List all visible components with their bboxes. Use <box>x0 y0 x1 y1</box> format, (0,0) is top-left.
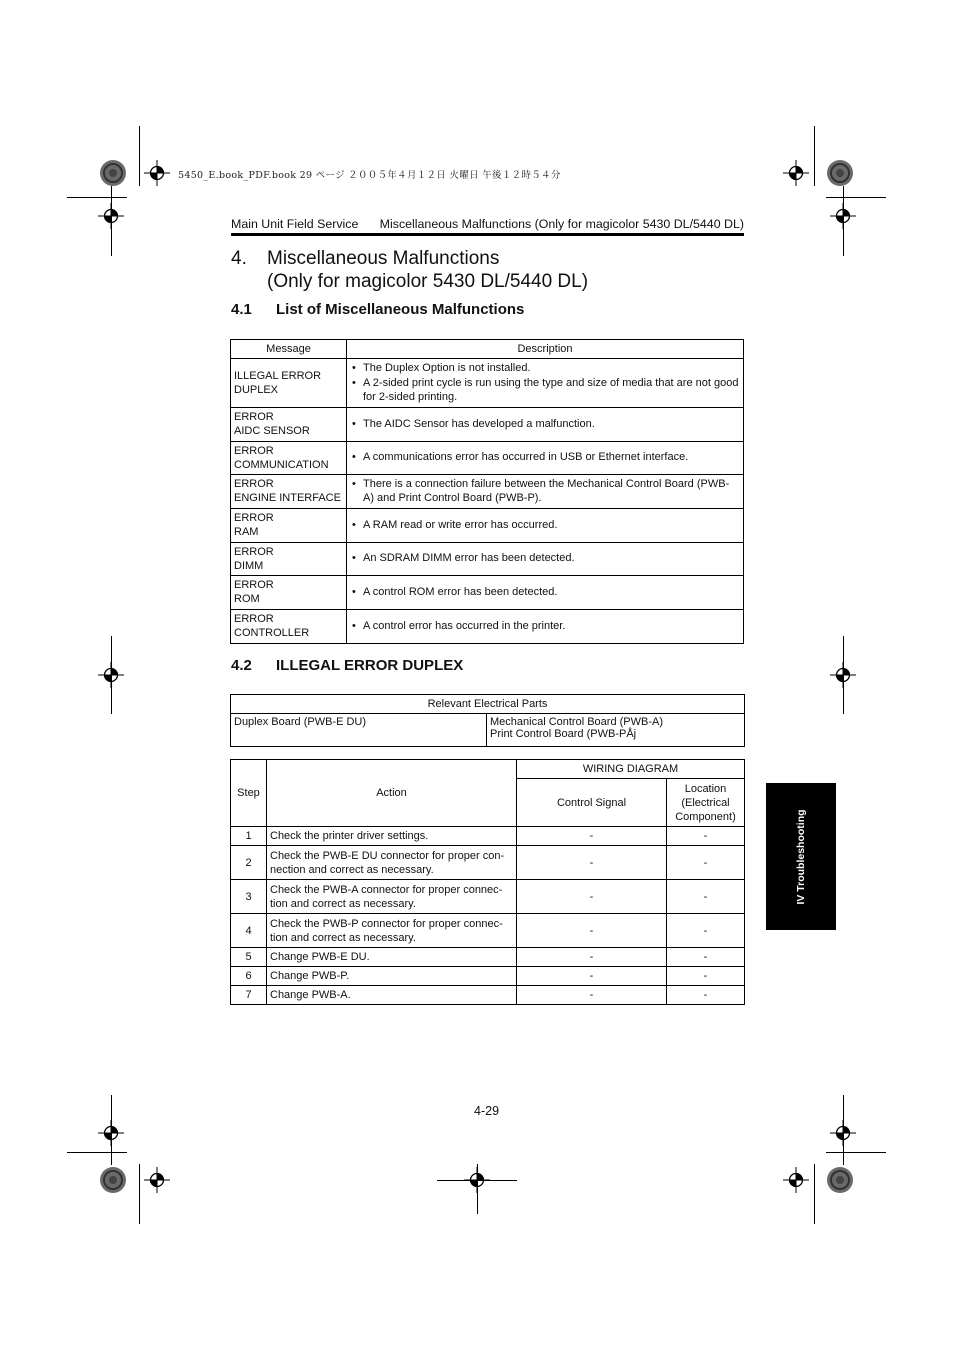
section-number: 4.1 <box>231 301 252 318</box>
registration-mark-icon <box>830 1120 856 1146</box>
column-header: Description <box>347 340 744 359</box>
section-title: ILLEGAL ERROR DUPLEX <box>276 657 464 674</box>
section-number: 4.2 <box>231 657 252 674</box>
malfunction-table <box>230 339 744 644</box>
running-header-left: Main Unit Field Service <box>231 217 359 231</box>
section-heading-4-2 <box>231 657 463 674</box>
chapter-title-line1: Miscellaneous Malfunctions <box>267 248 500 269</box>
side-tab-label: IV Troubleshooting <box>795 808 807 905</box>
table-row: 3 Check the PWB-A connector for proper connec-tion and correct as necessary. - - <box>231 880 745 914</box>
print-stamp: 5450_E.book_PDF.book 29 ページ ２００５年４月１２日 火曜日 午後１２時５４分 <box>178 170 561 181</box>
table-row: 1 Check the printer driver settings. - - <box>231 827 745 846</box>
registration-mark-icon <box>144 160 170 186</box>
column-header: Action <box>267 760 517 827</box>
table-row: ERROR COMMUNICATION • A communications error has occurred in USB or Ethernet interface. <box>231 441 744 474</box>
chapter-title-line2: (Only for magicolor 5430 DL/5440 DL) <box>267 271 589 292</box>
parts-cell: Duplex Board (PWB-E DU) <box>231 714 487 747</box>
registration-mark-icon <box>98 1120 124 1146</box>
table-row: 4 Check the PWB-P connector for proper connec-tion and correct as necessary. - - <box>231 914 745 948</box>
table-row: ERROR DIMM • An SDRAM DIMM error has been detected. <box>231 542 744 575</box>
color-registration-icon <box>99 159 127 187</box>
table-row: 5 Change PWB-E DU. - - <box>231 948 745 967</box>
registration-mark-icon <box>144 1167 170 1193</box>
registration-mark-icon <box>98 203 124 229</box>
table-row: ERROR RAM • A RAM read or write error has occurred. <box>231 508 744 542</box>
registration-mark-icon <box>98 662 124 688</box>
table-row: ERROR CONTROLLER • A control error has occurred in the printer. <box>231 609 744 643</box>
column-header: WIRING DIAGRAM <box>517 760 745 779</box>
registration-mark-icon <box>783 160 809 186</box>
registration-mark-icon <box>830 662 856 688</box>
electrical-parts-table <box>230 694 745 747</box>
chapter-number: 4. <box>231 248 247 269</box>
column-header: Control Signal <box>517 779 667 827</box>
header-rule <box>231 233 744 236</box>
section-title: List of Miscellaneous Malfunctions <box>276 301 525 318</box>
chapter-title <box>231 247 588 293</box>
page-number: 4-29 <box>474 1104 500 1118</box>
color-registration-icon <box>826 1166 854 1194</box>
registration-mark-icon <box>464 1167 490 1193</box>
troubleshooting-steps-table <box>230 759 745 1005</box>
color-registration-icon <box>99 1166 127 1194</box>
table-row: 6 Change PWB-P. - - <box>231 967 745 986</box>
table-row: ERROR ROM • A control ROM error has been detected. <box>231 575 744 609</box>
table-row: 2 Check the PWB-E DU connector for proper con-nection and correct as necessary. - - <box>231 846 745 880</box>
chapter-side-tab <box>766 783 836 930</box>
running-header-right: Miscellaneous Malfunctions (Only for magicolor 5430 DL/5440 DL) <box>379 217 744 231</box>
parts-cell: Mechanical Control Board (PWB-A) Print Control Board (PWB-PÅj <box>487 714 745 747</box>
table-row: 7 Change PWB-A. - - <box>231 986 745 1005</box>
registration-mark-icon <box>783 1167 809 1193</box>
column-header: Step <box>231 760 267 827</box>
table-row: ERROR AIDC SENSOR • The AIDC Sensor has developed a malfunction. <box>231 407 744 441</box>
table-row: ILLEGAL ERROR DUPLEX • The Duplex Option is not installed. • A 2-sided print cycle is run using the type and size of media that are not good for 2-sided printing. <box>231 359 744 408</box>
color-registration-icon <box>826 159 854 187</box>
column-header: Relevant Electrical Parts <box>231 695 745 714</box>
column-header: Location (Electrical Component) <box>667 779 745 827</box>
running-header <box>231 217 744 231</box>
column-header: Message <box>231 340 347 359</box>
registration-mark-icon <box>830 203 856 229</box>
section-heading-4-1 <box>231 301 524 318</box>
table-row: ERROR ENGINE INTERFACE • There is a connection failure between the Mechanical Control Board (PWB-A) and Print Control Board (PWB-P). <box>231 474 744 508</box>
